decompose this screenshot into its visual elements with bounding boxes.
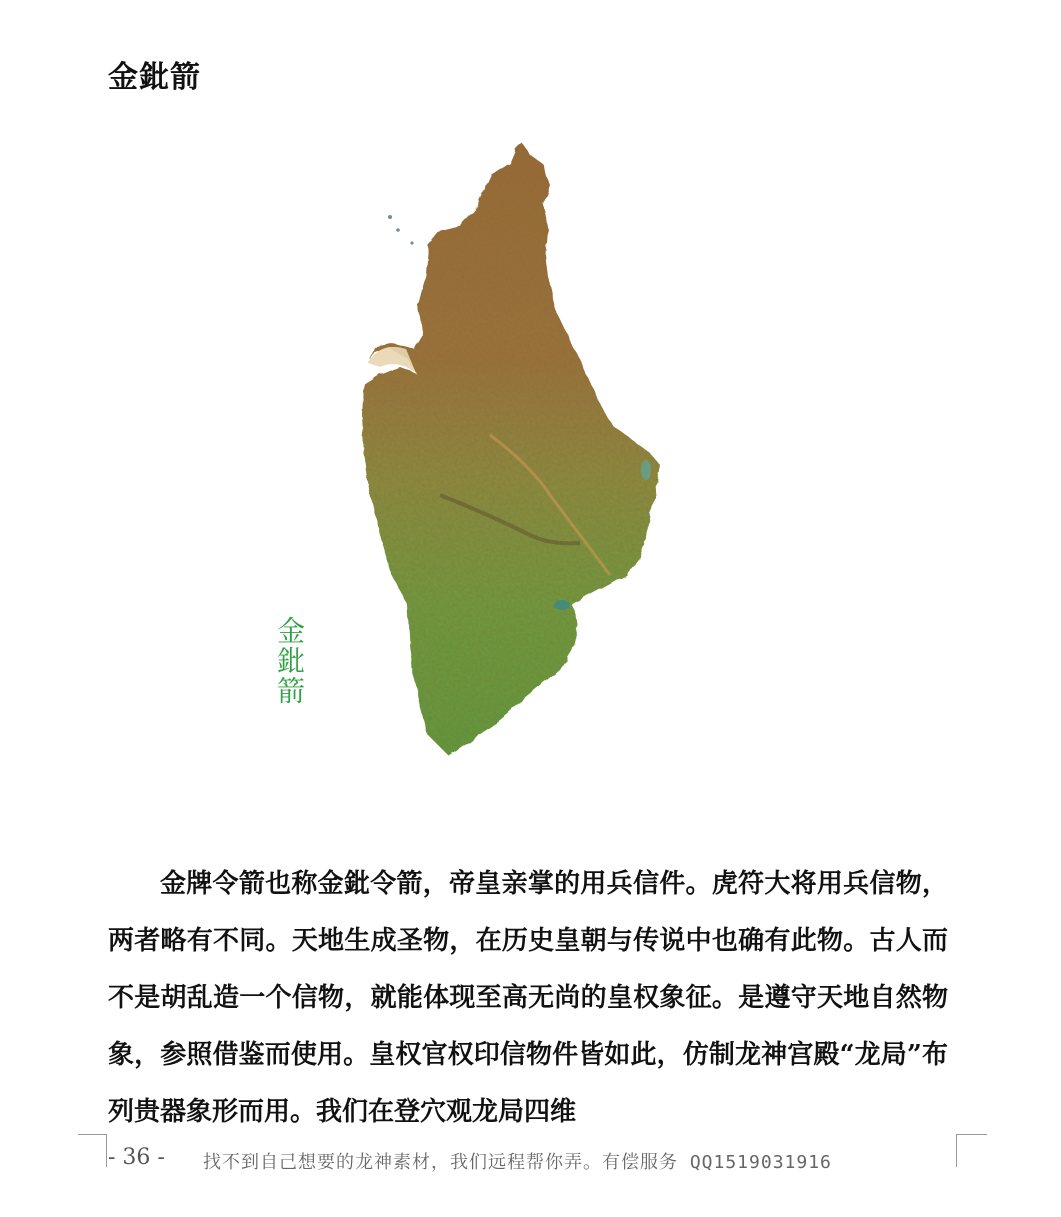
terrain-map-svg bbox=[350, 135, 680, 765]
satellite-terrain-image bbox=[350, 135, 680, 765]
islet bbox=[410, 241, 413, 244]
islet bbox=[388, 215, 392, 219]
body-paragraph: 金牌令箭也称金鈚令箭，帝皇亲掌的用兵信件。虎符大将用兵信物，两者略有不同。天地生成圣物，在历史皇朝与传说中也确有此物。古人而不是胡乱造一个信物，就能体现至高无尚的皇权象征。是遵守天地自然物象，参照借鉴而使用。皇权官权印信物件皆如此，仿制龙神宫殿“龙局”布列贵器象形而用。我们在登穴观龙局四维 bbox=[108, 869, 948, 1127]
page-title: 金鈚箭 bbox=[108, 60, 201, 95]
islet bbox=[396, 228, 400, 232]
footer-corner-mark-left bbox=[78, 1134, 107, 1167]
figure-vertical-label: 金鈚箭 bbox=[273, 616, 306, 706]
lake bbox=[554, 600, 570, 610]
footer-corner-mark-right bbox=[956, 1134, 987, 1167]
footer-note: 找不到自己想要的龙神素材，我们远程帮你弄。有偿服务 QQ1519031916 bbox=[203, 1152, 832, 1173]
page-number: - 36 - bbox=[108, 1145, 165, 1170]
lake bbox=[641, 460, 651, 480]
